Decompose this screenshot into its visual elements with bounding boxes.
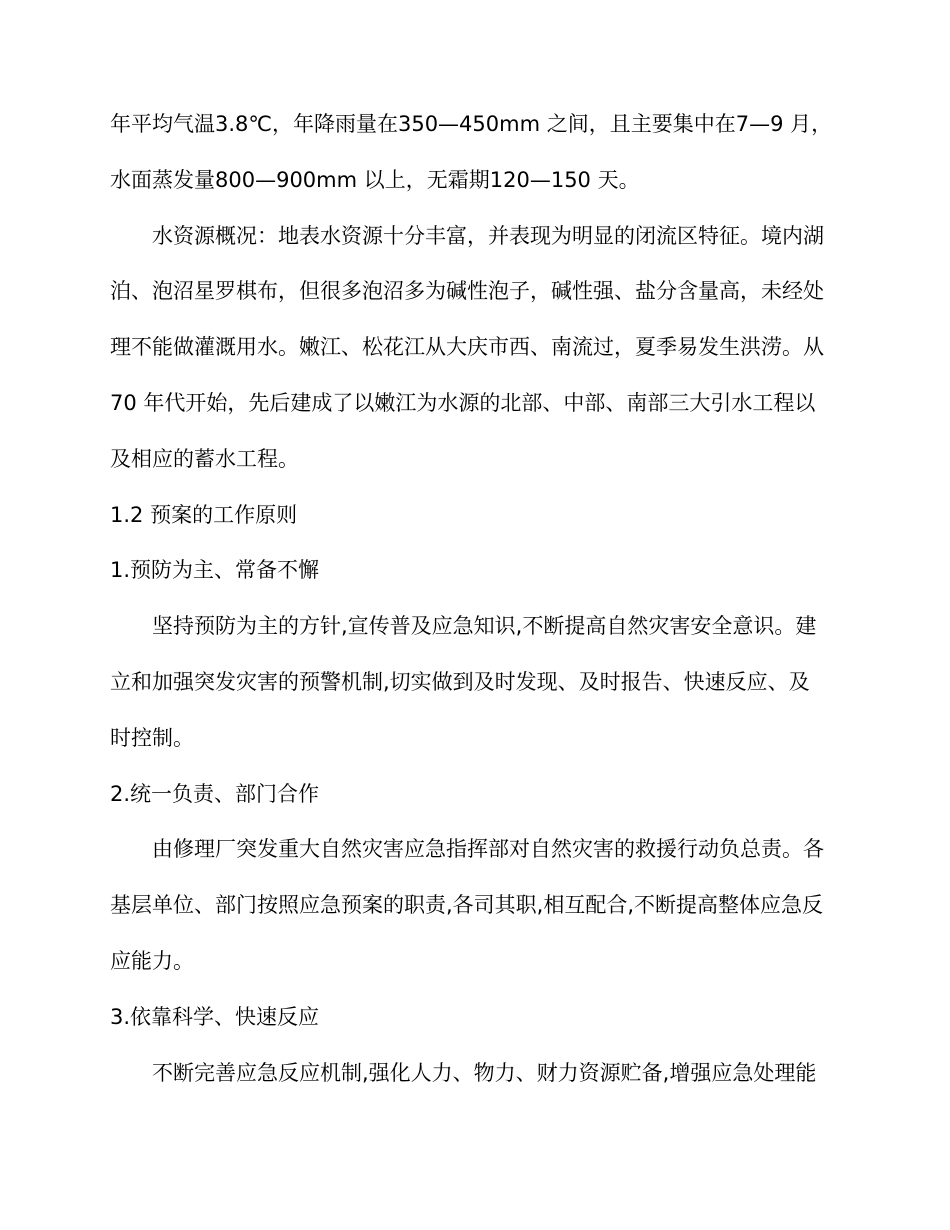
paragraph-start-line: 水资源概况：地表水资源十分丰富，并表现为明显的闭流区特征。境内湖 bbox=[152, 223, 824, 248]
body-text-line: 时控制。 bbox=[110, 725, 194, 750]
body-text-line: 水面蒸发量800—900mm 以上，无霜期120—150 天。 bbox=[110, 167, 640, 192]
subsection-heading: 1.预防为主、常备不懈 bbox=[110, 558, 320, 583]
paragraph-start-line: 坚持预防为主的方针,宣传普及应急知识,不断提高自然灾害安全意识。建 bbox=[152, 614, 817, 639]
subsection-heading: 2.统一负责、部门合作 bbox=[110, 781, 320, 806]
body-text-line: 应能力。 bbox=[110, 948, 194, 973]
paragraph-start-line: 由修理厂突发重大自然灾害应急指挥部对自然灾害的救援行动负总责。各 bbox=[152, 837, 824, 862]
body-text-line: 泊、泡沼星罗棋布，但很多泡沼多为碱性泡子，碱性强、盐分含量高，未经处 bbox=[110, 279, 824, 304]
subsection-heading: 3.依靠科学、快速反应 bbox=[110, 1004, 320, 1029]
body-text-line: 理不能做灌溉用水。嫩江、松花江从大庆市西、南流过，夏季易发生洪涝。从 bbox=[110, 335, 824, 360]
body-text-line: 基层单位、部门按照应急预案的职责,各司其职,相互配合,不断提高整体应急反 bbox=[110, 893, 824, 918]
body-text-line: 年平均气温3.8℃，年降雨量在350—450mm 之间，且主要集中在7—9 月， bbox=[110, 112, 833, 136]
body-text-line: 及相应的蓄水工程。 bbox=[110, 446, 299, 471]
document-page bbox=[110, 97, 845, 1101]
body-text-line: 立和加强突发灾害的预警机制,切实做到及时发现、及时报告、快速反应、及 bbox=[110, 669, 810, 694]
section-heading: 1.2 预案的工作原则 bbox=[110, 502, 298, 527]
body-text-line: 70 年代开始，先后建成了以嫩江为水源的北部、中部、南部三大引水工程以 bbox=[110, 390, 816, 415]
paragraph-start-line: 不断完善应急反应机制,强化人力、物力、财力资源贮备,增强应急处理能 bbox=[152, 1060, 817, 1085]
